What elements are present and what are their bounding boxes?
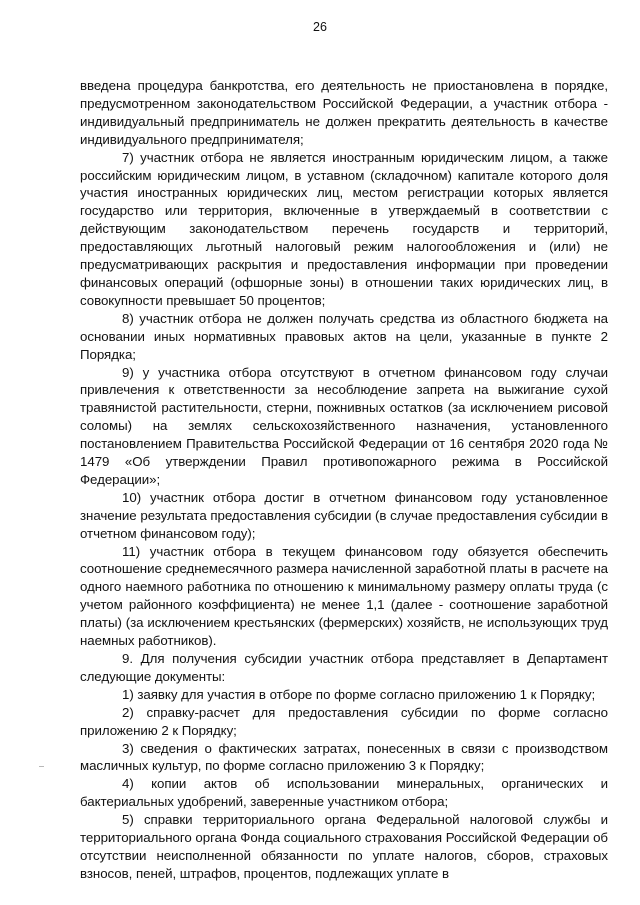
document-body xyxy=(80,77,608,883)
paragraph-item-8-regional-budget: 8) участник отбора не должен получать средства из областного бюджета на основании иных нормативных правовых актов на цели, указанные в пункте 2 Порядка; xyxy=(80,310,608,362)
paragraph-doc-3-costs: 3) сведения о фактических затратах, понесенных в связи с производством масличных культур, по форме согласно приложению 3 к Порядку; xyxy=(80,740,608,774)
paragraph-doc-2-calculation: 2) справку-расчет для предоставления субсидии по форме согласно приложению 2 к Порядку; xyxy=(80,704,608,738)
paragraph-item-7-foreign-entity: 7) участник отбора не является иностранным юридическим лицом, а также российским юридическим лицом, в уставном (складочном) капитале которого доля участия иностранных юридических лиц, местом регистрации которых является государство или территория, включенные в утверждаемый в соответствии с действующим законодательством перечень государств и территорий, предоставляющих льготный налоговый режим налогообложения и (или) не предусматривающих раскрытия и предоставления информации при проведении финансовых операций (офшорные зоны) в отношении таких юридических лиц, в совокупности превышает 50 процентов; xyxy=(80,149,608,308)
paragraph-bankruptcy-continuation: введена процедура банкротства, его деятельность не приостановлена в порядке, предусмотренном законодательством Российской Федерации, а участник отбора - индивидуальный предприниматель не должен прекратить деятельность в качестве индивидуального предпринимателя; xyxy=(80,78,608,147)
paragraph-item-10-result-value: 10) участник отбора достиг в отчетном финансовом году установленное значение результата предоставления субсидии (в случае предоставления субсидии в отчетном финансовом году); xyxy=(80,489,608,541)
scan-mark xyxy=(39,766,44,767)
paragraph-doc-1-application: 1) заявку для участия в отборе по форме согласно приложению 1 к Порядку; xyxy=(122,686,596,702)
page-number: 26 xyxy=(313,20,327,34)
paragraph-item-11-wage-ratio: 11) участник отбора в текущем финансовом году обязуется обеспечить соотношение среднемесячного размера начисленной заработной платы в расчете на одного наемного работника по отношению к минимальному размеру оплаты труда (с учетом районного коэффициента) не менее 1,1 (далее - соотношение заработной платы) (за исключением крестьянских (фермерских) хозяйств, не использующих труд наемных работников). xyxy=(80,543,608,649)
paragraph-doc-4-fertilizer-acts: 4) копии актов об использовании минеральных, органических и бактериальных удобрений, заверенные участником отбора; xyxy=(80,776,608,810)
paragraph-section-9-documents: 9. Для получения субсидии участник отбора представляет в Департамент следующие документы: xyxy=(80,651,608,684)
paragraph-item-9-burning-ban: 9) у участника отбора отсутствуют в отчетном финансовом году случаи привлечения к ответственности за несоблюдение запрета на выжигание сухой травянистой растительности, стерни, пожнивных остатков (за исключением рисовой соломы) на землях сельскохозяйственного назначения, установленного постановлением Правительства Российской Федерации от 16 сентября 2020 года № 1479 «Об утверждении Правил противопожарного режима в Российской Федерации»; xyxy=(80,364,608,487)
paragraph-doc-5-tax-certificates: 5) справки территориального органа Федеральной налоговой службы и территориального органа Фонда социального страхования Российской Федерации об отсутствии неисполненной обязанности по уплате налогов, сборов, страховых взносов, пеней, штрафов, процентов, подлежащих уплате в xyxy=(80,812,608,881)
